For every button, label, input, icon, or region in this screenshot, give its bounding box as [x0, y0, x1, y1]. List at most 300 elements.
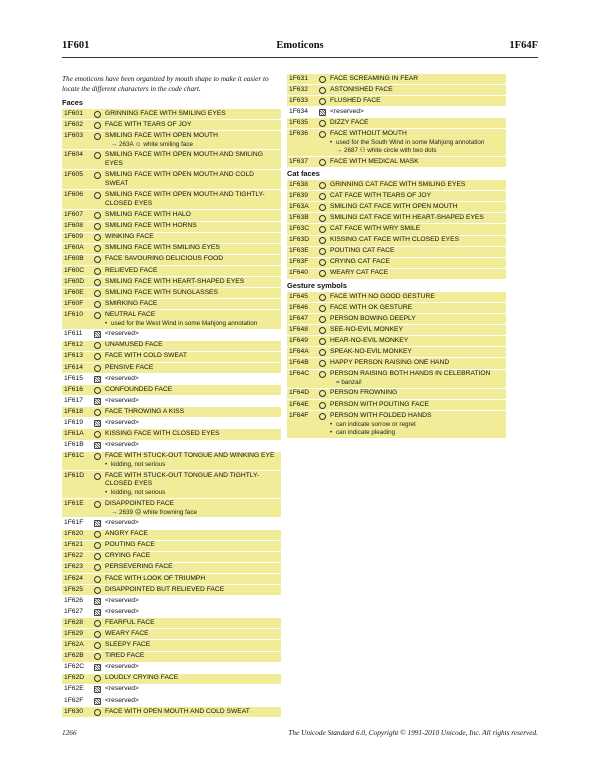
reserved-glyph-icon	[94, 686, 101, 693]
character-name: PERSON WITH FOLDED HANDS	[330, 411, 432, 419]
character-name: PERSON FROWNING	[330, 389, 398, 397]
chart-row	[62, 452, 281, 471]
emoticon-glyph-icon	[94, 353, 101, 360]
code-point: 1F60B	[64, 255, 84, 263]
reserved-glyph-icon	[94, 442, 101, 449]
chart-row	[62, 222, 281, 233]
emoticon-glyph-icon	[319, 248, 326, 255]
page-header	[62, 40, 538, 54]
emoticon-glyph-icon	[319, 215, 326, 222]
emoticon-glyph-icon	[94, 620, 101, 627]
code-point: 1F606	[64, 191, 83, 199]
character-name: RELIEVED FACE	[105, 266, 158, 274]
code-point: 1F645	[289, 292, 308, 300]
annotation: → 2639 ☹ white frowning face	[111, 508, 198, 516]
emoticon-glyph-icon	[319, 98, 326, 105]
emoticon-glyph-icon	[319, 193, 326, 200]
reserved-glyph-icon	[94, 398, 101, 405]
section-heading: Faces	[62, 98, 83, 107]
emoticon-glyph-icon	[94, 192, 101, 199]
reserved-row	[62, 596, 281, 607]
annotation: • used for the South Wind in some Mahjong annotation	[330, 139, 504, 147]
character-name: DISAPPOINTED FACE	[105, 499, 175, 507]
code-point: 1F62D	[64, 674, 85, 682]
character-name: POUTING FACE	[105, 541, 155, 549]
code-point: 1F63A	[289, 202, 309, 210]
character-name: ANGRY FACE	[105, 530, 148, 538]
chart-row	[287, 118, 506, 129]
emoticon-glyph-icon	[319, 237, 326, 244]
chart-row	[62, 150, 281, 170]
character-name: CAT FACE WITH TEARS OF JOY	[330, 191, 432, 199]
reserved-glyph-icon	[319, 109, 326, 116]
character-name: FLUSHED FACE	[330, 96, 381, 104]
annotation: • can indicate pleading	[330, 429, 504, 437]
chart-row	[287, 85, 506, 96]
chart-row	[287, 370, 506, 389]
character-name: SMILING FACE WITH HORNS	[105, 222, 197, 230]
code-point: 1F60D	[64, 277, 85, 285]
character-name: SMILING FACE WITH OPEN MOUTH AND TIGHTLY-CLOSED EYES	[105, 191, 265, 207]
reserved-glyph-icon	[94, 664, 101, 671]
character-name: SMILING CAT FACE WITH HEART-SHAPED EYES	[330, 213, 484, 221]
block-title: Emoticons	[276, 40, 324, 51]
character-name: FACE WITH TEARS OF JOY	[105, 120, 192, 128]
character-name: FACE WITH STUCK-OUT TONGUE AND WINKING EYE	[105, 452, 275, 460]
chart-row	[62, 288, 281, 299]
character-name: ASTONISHED FACE	[330, 85, 393, 93]
character-name: WEARY FACE	[105, 629, 149, 637]
emoticon-glyph-icon	[94, 245, 101, 252]
code-point: 1F64F	[289, 411, 309, 419]
chart-row	[62, 407, 281, 418]
chart-row	[62, 574, 281, 585]
chart-row	[62, 618, 281, 629]
chart-row	[287, 191, 506, 202]
annotation: → 2687 ⚇ white circle with two dots	[336, 147, 437, 155]
character-name: <reserved>	[105, 418, 139, 426]
intro-text: The emoticons have been organized by mouth shape to make it easier to locate the different characters in the code chart.	[62, 75, 269, 93]
section-heading: Gesture symbols	[287, 280, 347, 290]
chart-row	[287, 213, 506, 224]
code-point: 1F619	[64, 418, 83, 426]
character-name: <reserved>	[330, 107, 364, 115]
code-point: 1F616	[64, 385, 83, 393]
chart-row	[62, 190, 281, 210]
annotation: • kidding, not serious	[105, 461, 279, 469]
code-point: 1F60F	[64, 299, 84, 307]
chart-row	[62, 233, 281, 244]
emoticon-glyph-icon	[319, 259, 326, 266]
code-point: 1F636	[289, 130, 308, 138]
chart-row	[62, 585, 281, 596]
code-point: 1F634	[289, 107, 308, 115]
character-name: CONFOUNDED FACE	[105, 385, 173, 393]
annotation: = banzai!	[336, 379, 362, 387]
code-point: 1F603	[64, 131, 83, 139]
character-name: SMILING FACE WITH OPEN MOUTH AND SMILING EYES	[105, 151, 263, 167]
emoticon-glyph-icon	[319, 87, 326, 94]
code-point: 1F601	[64, 109, 83, 117]
character-name: FACE SAVOURING DELICIOUS FOOD	[105, 255, 224, 263]
reserved-row	[62, 607, 281, 618]
chart-row	[62, 640, 281, 651]
emoticon-glyph-icon	[94, 631, 101, 638]
character-name: POUTING CAT FACE	[330, 247, 395, 255]
character-name: SMILING FACE WITH SMILING EYES	[105, 244, 220, 252]
character-name: KISSING FACE WITH CLOSED EYES	[105, 430, 220, 438]
emoticon-glyph-icon	[319, 131, 326, 138]
emoticon-glyph-icon	[94, 542, 101, 549]
emoticon-glyph-icon	[94, 675, 101, 682]
character-name: CAT FACE WITH WRY SMILE	[330, 225, 421, 233]
code-point: 1F63C	[289, 225, 310, 233]
code-point: 1F626	[64, 596, 83, 604]
chart-row	[287, 180, 506, 191]
code-point: 1F628	[64, 618, 83, 626]
page-footer	[62, 728, 538, 738]
character-name: SPEAK-NO-EVIL MONKEY	[330, 347, 412, 355]
emoticon-glyph-icon	[94, 342, 101, 349]
code-point: 1F621	[64, 541, 83, 549]
code-point: 1F610	[64, 310, 83, 318]
emoticon-glyph-icon	[94, 133, 101, 140]
chart-row	[287, 400, 506, 411]
emoticon-glyph-icon	[319, 316, 326, 323]
character-name: SMILING CAT FACE WITH OPEN MOUTH	[330, 202, 458, 210]
character-name: HAPPY PERSON RAISING ONE HAND	[330, 359, 450, 367]
emoticon-glyph-icon	[94, 387, 101, 394]
character-name: <reserved>	[105, 374, 139, 382]
emoticon-glyph-icon	[94, 365, 101, 372]
chart-row	[287, 347, 506, 358]
code-point: 1F648	[289, 325, 308, 333]
code-point: 1F64C	[289, 370, 310, 378]
emoticon-glyph-icon	[319, 327, 326, 334]
code-point: 1F640	[289, 269, 308, 277]
chart-row	[287, 303, 506, 314]
emoticon-glyph-icon	[94, 453, 101, 460]
emoticon-glyph-icon	[319, 338, 326, 345]
emoticon-glyph-icon	[319, 120, 326, 127]
code-point: 1F62E	[64, 685, 84, 693]
reserved-row	[62, 396, 281, 407]
code-point: 1F638	[289, 180, 308, 188]
emoticon-glyph-icon	[94, 531, 101, 538]
code-point: 1F64D	[289, 389, 310, 397]
emoticon-glyph-icon	[94, 256, 101, 263]
character-name: PENSIVE FACE	[105, 363, 154, 371]
chart-row	[62, 341, 281, 352]
emoticon-glyph-icon	[319, 371, 326, 378]
code-point: 1F63D	[289, 236, 310, 244]
character-name: <reserved>	[105, 396, 139, 404]
emoticon-glyph-icon	[94, 172, 101, 179]
character-name: TIRED FACE	[105, 652, 145, 660]
character-name: FACE SCREAMING IN FEAR	[330, 74, 419, 82]
emoticon-glyph-icon	[94, 501, 101, 508]
character-name: DIZZY FACE	[330, 118, 369, 126]
code-point: 1F623	[64, 563, 83, 571]
reserved-glyph-icon	[94, 609, 101, 616]
emoticon-glyph-icon	[94, 111, 101, 118]
code-point: 1F602	[64, 120, 83, 128]
code-point: 1F63B	[289, 213, 309, 221]
chart-row	[287, 358, 506, 369]
code-point: 1F631	[289, 74, 308, 82]
emoticon-glyph-icon	[94, 587, 101, 594]
reserved-row	[62, 663, 281, 674]
code-point: 1F613	[64, 352, 83, 360]
character-name: FACE WITHOUT MOUTH	[330, 130, 407, 138]
chart-row	[62, 310, 281, 329]
character-name: SMILING FACE WITH HEART-SHAPED EYES	[105, 277, 245, 285]
chart-row	[62, 210, 281, 221]
character-name: <reserved>	[105, 519, 139, 527]
emoticon-glyph-icon	[319, 226, 326, 233]
chart-row	[287, 224, 506, 235]
chart-row	[62, 170, 281, 190]
chart-row	[62, 674, 281, 685]
chart-row	[62, 255, 281, 266]
emoticon-glyph-icon	[319, 360, 326, 367]
left-list	[62, 98, 281, 718]
emoticon-glyph-icon	[319, 76, 326, 83]
emoticon-glyph-icon	[94, 653, 101, 660]
code-point: 1F61B	[64, 441, 84, 449]
reserved-row	[62, 330, 281, 341]
chart-row	[62, 652, 281, 663]
character-name: <reserved>	[105, 696, 139, 704]
chart-row	[287, 129, 506, 157]
code-point: 1F63E	[289, 247, 309, 255]
character-name: <reserved>	[105, 441, 139, 449]
range-end: 1F64F	[509, 40, 538, 51]
code-point: 1F62F	[64, 696, 84, 704]
annotation: • used for the West Wind in some Mahjong annotation	[105, 320, 279, 328]
emoticon-glyph-icon	[94, 279, 101, 286]
character-name: HEAR-NO-EVIL MONKEY	[330, 336, 409, 344]
chart-row	[62, 563, 281, 574]
code-point: 1F620	[64, 530, 83, 538]
reserved-row	[62, 418, 281, 429]
character-name: CRYING CAT FACE	[330, 258, 390, 266]
emoticon-glyph-icon	[94, 473, 101, 480]
chart-row	[62, 109, 281, 120]
code-point: 1F607	[64, 211, 83, 219]
page-number: 1266	[62, 728, 77, 737]
emoticon-glyph-icon	[94, 301, 101, 308]
code-point: 1F629	[64, 629, 83, 637]
reserved-row	[62, 696, 281, 707]
reserved-glyph-icon	[94, 331, 101, 338]
emoticon-glyph-icon	[319, 349, 326, 356]
character-name: WEARY CAT FACE	[330, 269, 389, 277]
code-point: 1F614	[64, 363, 83, 371]
character-name: LOUDLY CRYING FACE	[105, 674, 179, 682]
chart-row	[287, 236, 506, 247]
code-point: 1F62B	[64, 652, 84, 660]
annotation: • kidding, not serious	[105, 489, 279, 497]
code-point: 1F60E	[64, 288, 84, 296]
chart-row	[62, 552, 281, 563]
chart-row	[287, 411, 506, 439]
chart-row	[62, 352, 281, 363]
emoticon-glyph-icon	[94, 409, 101, 416]
code-point: 1F647	[289, 314, 308, 322]
emoticon-glyph-icon	[319, 204, 326, 211]
code-point: 1F64B	[289, 359, 309, 367]
code-point: 1F624	[64, 574, 83, 582]
code-point: 1F605	[64, 171, 83, 179]
chart-row	[62, 429, 281, 440]
emoticon-glyph-icon	[319, 390, 326, 397]
chart-row	[287, 269, 506, 280]
code-point: 1F627	[64, 607, 83, 615]
character-name: SMILING FACE WITH SUNGLASSES	[105, 288, 218, 296]
character-name: PERSON BOWING DEEPLY	[330, 314, 416, 322]
chart-row	[62, 530, 281, 541]
code-point: 1F604	[64, 151, 83, 159]
reserved-glyph-icon	[94, 598, 101, 605]
chart-row	[62, 471, 281, 499]
code-point: 1F617	[64, 396, 83, 404]
chart-row	[62, 120, 281, 131]
character-name: FACE WITH LOOK OF TRIUMPH	[105, 574, 206, 582]
copyright: The Unicode Standard 6.0, Copyright © 1991-2010 Unicode, Inc. All rights reserved.	[288, 728, 538, 737]
right-column	[287, 74, 506, 439]
chart-row	[287, 96, 506, 107]
code-point: 1F649	[289, 336, 308, 344]
character-name: FACE THROWING A KISS	[105, 407, 185, 415]
character-name: SMILING FACE WITH OPEN MOUTH AND COLD SWEAT	[105, 171, 254, 187]
section-heading: Cat faces	[287, 169, 320, 179]
emoticon-glyph-icon	[94, 431, 101, 438]
chart-row	[287, 74, 506, 85]
emoticon-glyph-icon	[319, 294, 326, 301]
code-point: 1F625	[64, 585, 83, 593]
reserved-glyph-icon	[94, 420, 101, 427]
chart-row	[62, 299, 281, 310]
chart-row	[287, 325, 506, 336]
character-name: FEARFUL FACE	[105, 618, 155, 626]
reserved-glyph-icon	[94, 520, 101, 527]
code-point: 1F632	[289, 85, 308, 93]
code-point: 1F64E	[289, 400, 309, 408]
chart-row	[287, 247, 506, 258]
code-point: 1F61E	[64, 499, 84, 507]
chart-row	[62, 266, 281, 277]
code-point: 1F61F	[64, 519, 84, 527]
annotation: → 263A ☺ white smiling face	[111, 140, 194, 148]
character-name: SEE-NO-EVIL MONKEY	[330, 325, 403, 333]
reserved-row	[62, 685, 281, 696]
emoticon-glyph-icon	[94, 642, 101, 649]
emoticon-glyph-icon	[319, 159, 326, 166]
emoticon-glyph-icon	[94, 268, 101, 275]
code-point: 1F60C	[64, 266, 85, 274]
character-name: SMILING FACE WITH HALO	[105, 211, 191, 219]
emoticon-glyph-icon	[94, 290, 101, 297]
character-name: FACE WITH OK GESTURE	[330, 303, 413, 311]
left-column	[62, 74, 281, 718]
code-point: 1F618	[64, 407, 83, 415]
code-point: 1F609	[64, 233, 83, 241]
code-point: 1F630	[64, 707, 83, 715]
chart-row	[62, 385, 281, 396]
character-name: <reserved>	[105, 596, 139, 604]
character-name: FACE WITH COLD SWEAT	[105, 352, 187, 360]
range-start: 1F601	[62, 40, 90, 51]
right-list	[287, 74, 506, 439]
code-point: 1F61D	[64, 471, 85, 479]
reserved-row	[62, 374, 281, 385]
emoticon-glyph-icon	[94, 564, 101, 571]
chart-row	[62, 707, 281, 718]
character-name: UNAMUSED FACE	[105, 341, 163, 349]
chart-row	[62, 131, 281, 150]
code-point: 1F608	[64, 222, 83, 230]
chart-row	[287, 202, 506, 213]
chart-row	[287, 292, 506, 303]
chart-row	[62, 363, 281, 374]
chart-row	[287, 314, 506, 325]
code-point: 1F611	[64, 330, 83, 338]
code-point: 1F622	[64, 552, 83, 560]
character-name: GRINNING FACE WITH SMILING EYES	[105, 109, 226, 117]
emoticon-glyph-icon	[94, 212, 101, 219]
chart-row	[62, 541, 281, 552]
chart-row	[287, 258, 506, 269]
character-name: FACE WITH MEDICAL MASK	[330, 157, 419, 165]
character-name: <reserved>	[105, 663, 139, 671]
emoticon-glyph-icon	[319, 305, 326, 312]
character-name: SMILING FACE WITH OPEN MOUTH	[105, 131, 218, 139]
code-point: 1F639	[289, 191, 308, 199]
code-point: 1F633	[289, 96, 308, 104]
reserved-row	[287, 107, 506, 118]
character-name: CRYING FACE	[105, 552, 151, 560]
header-rule	[62, 57, 538, 58]
reserved-glyph-icon	[94, 376, 101, 383]
character-name: PERSEVERING FACE	[105, 563, 173, 571]
code-point: 1F646	[289, 303, 308, 311]
code-point: 1F63F	[289, 258, 309, 266]
character-name: KISSING CAT FACE WITH CLOSED EYES	[330, 236, 460, 244]
annotation: • can indicate sorrow or regret	[330, 421, 504, 429]
emoticon-glyph-icon	[94, 122, 101, 129]
code-point: 1F615	[64, 374, 83, 382]
code-point: 1F637	[289, 157, 308, 165]
chart-row	[287, 389, 506, 400]
chart-row	[62, 244, 281, 255]
chart-row	[62, 629, 281, 640]
emoticon-glyph-icon	[94, 312, 101, 319]
character-name: <reserved>	[105, 607, 139, 615]
code-point: 1F61C	[64, 452, 85, 460]
emoticon-glyph-icon	[319, 413, 326, 420]
chart-row	[62, 277, 281, 288]
character-name: GRINNING CAT FACE WITH SMILING EYES	[330, 180, 466, 188]
emoticon-glyph-icon	[94, 709, 101, 716]
code-point: 1F62C	[64, 663, 85, 671]
emoticon-glyph-icon	[94, 234, 101, 241]
emoticon-glyph-icon	[94, 223, 101, 230]
emoticon-glyph-icon	[319, 182, 326, 189]
character-name: SLEEPY FACE	[105, 641, 151, 649]
character-name: <reserved>	[105, 685, 139, 693]
character-name: FACE WITH NO GOOD GESTURE	[330, 292, 435, 300]
